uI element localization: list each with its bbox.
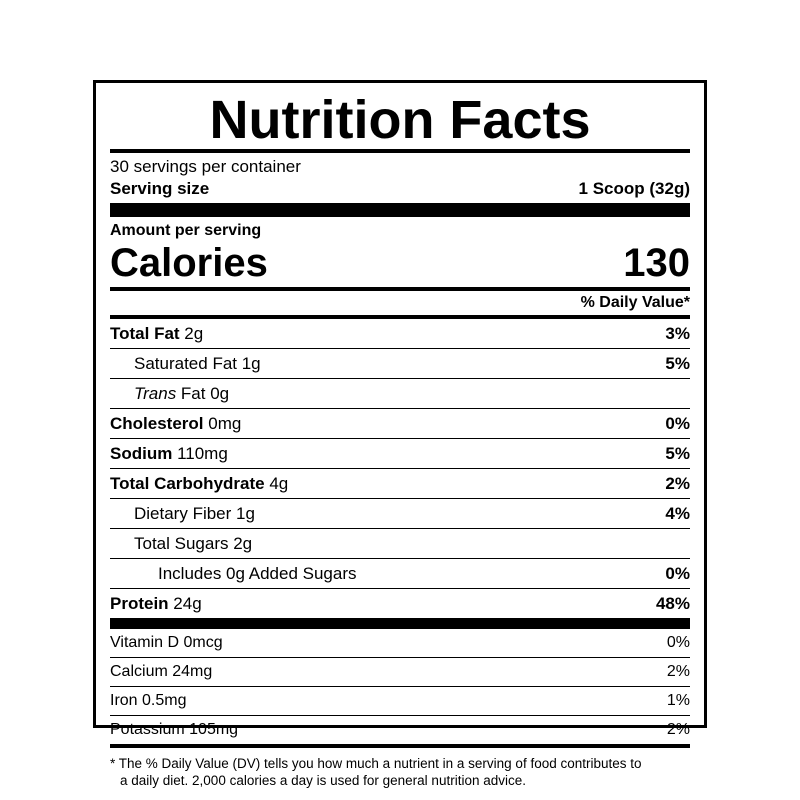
table-row bbox=[110, 439, 690, 469]
nutrient-name-rest: 0mg bbox=[203, 414, 242, 433]
nutrient-name-rest: 4g bbox=[264, 474, 289, 493]
table-row bbox=[110, 629, 690, 658]
nutrient-dv: 5% bbox=[665, 444, 690, 463]
amount-per-serving: Amount per serving bbox=[110, 222, 262, 239]
nutrient-name: Includes 0g Added Sugars bbox=[158, 564, 357, 583]
nutrient-name: Total Sugars 2g bbox=[134, 534, 253, 553]
vitamin-dv: 1% bbox=[666, 692, 690, 709]
serving-size-row bbox=[110, 178, 690, 203]
table-row bbox=[110, 716, 690, 748]
nutrient-name bbox=[110, 413, 241, 434]
daily-value-footnote bbox=[110, 748, 690, 789]
nutrient-name: Saturated Fat 1g bbox=[134, 354, 261, 373]
calories-value: 130 bbox=[623, 241, 690, 285]
calories-label: Calories bbox=[110, 241, 268, 285]
vitamin-name: Vitamin D 0mcg bbox=[110, 634, 223, 651]
nutrient-dv: 2% bbox=[665, 474, 690, 493]
table-row bbox=[110, 469, 690, 499]
table-row bbox=[110, 559, 690, 589]
table-row bbox=[110, 499, 690, 529]
daily-value-header: % Daily Value* bbox=[580, 294, 690, 311]
nutrient-name-bold: Protein bbox=[110, 594, 169, 613]
vitamin-dv: 2% bbox=[666, 721, 690, 738]
nutrient-name bbox=[110, 443, 228, 464]
nutrient-name-bold: Total Carbohydrate bbox=[110, 474, 265, 493]
nutrient-dv: 0% bbox=[665, 414, 690, 433]
nutrient-name bbox=[110, 593, 202, 614]
nutrient-dv: 48% bbox=[655, 594, 690, 613]
nutrient-name-bold: Cholesterol bbox=[110, 414, 204, 433]
nutrient-name: Dietary Fiber 1g bbox=[134, 504, 255, 523]
label-title: Nutrition Facts bbox=[209, 90, 591, 150]
nutrient-name bbox=[110, 323, 203, 344]
nutrient-name: Trans Fat 0g bbox=[134, 384, 230, 403]
vitamin-dv: 0% bbox=[666, 634, 690, 651]
table-row bbox=[110, 589, 690, 618]
nutrient-dv: 4% bbox=[665, 504, 690, 523]
table-row bbox=[110, 529, 690, 559]
nutrient-name-rest: 110mg bbox=[172, 444, 228, 463]
calories-row bbox=[110, 241, 690, 287]
vitamin-dv: 2% bbox=[666, 663, 690, 680]
table-row bbox=[110, 687, 690, 716]
nutrition-facts-label bbox=[93, 80, 707, 788]
servings-per-container: 30 servings per container bbox=[110, 157, 301, 176]
table-row bbox=[110, 409, 690, 439]
nutrient-name-rest: 24g bbox=[168, 594, 202, 613]
vitamin-name: Potassium 105mg bbox=[110, 721, 239, 738]
divider-thick-bottom bbox=[110, 618, 690, 629]
nutrient-name bbox=[110, 473, 288, 494]
vitamin-name: Iron 0.5mg bbox=[110, 692, 187, 709]
nutrient-dv: 3% bbox=[665, 324, 690, 343]
table-row bbox=[110, 379, 690, 409]
table-row bbox=[110, 349, 690, 379]
divider-thick-top bbox=[110, 203, 690, 217]
nutrient-name-bold: Total Fat bbox=[110, 324, 180, 343]
table-row bbox=[110, 658, 690, 687]
nutrient-dv: 0% bbox=[665, 564, 690, 583]
serving-size-label: Serving size bbox=[110, 179, 210, 198]
footnote-line-1: * The % Daily Value (DV) tells you how much a nutrient in a serving of food contributes to bbox=[110, 756, 642, 771]
serving-size-value: 1 Scoop (32g) bbox=[578, 179, 690, 198]
table-row bbox=[110, 315, 690, 349]
vitamin-list bbox=[110, 629, 690, 748]
nutrient-dv: 5% bbox=[665, 354, 690, 373]
footnote-line-2: a daily diet. 2,000 calories a day is used for general nutrition advice. bbox=[120, 773, 526, 788]
trans-italic: Trans bbox=[134, 384, 177, 403]
nutrient-list bbox=[110, 315, 690, 618]
nutrient-name-bold: Sodium bbox=[110, 444, 173, 463]
nutrient-name-rest: 2g bbox=[179, 324, 204, 343]
vitamin-name: Calcium 24mg bbox=[110, 663, 213, 680]
